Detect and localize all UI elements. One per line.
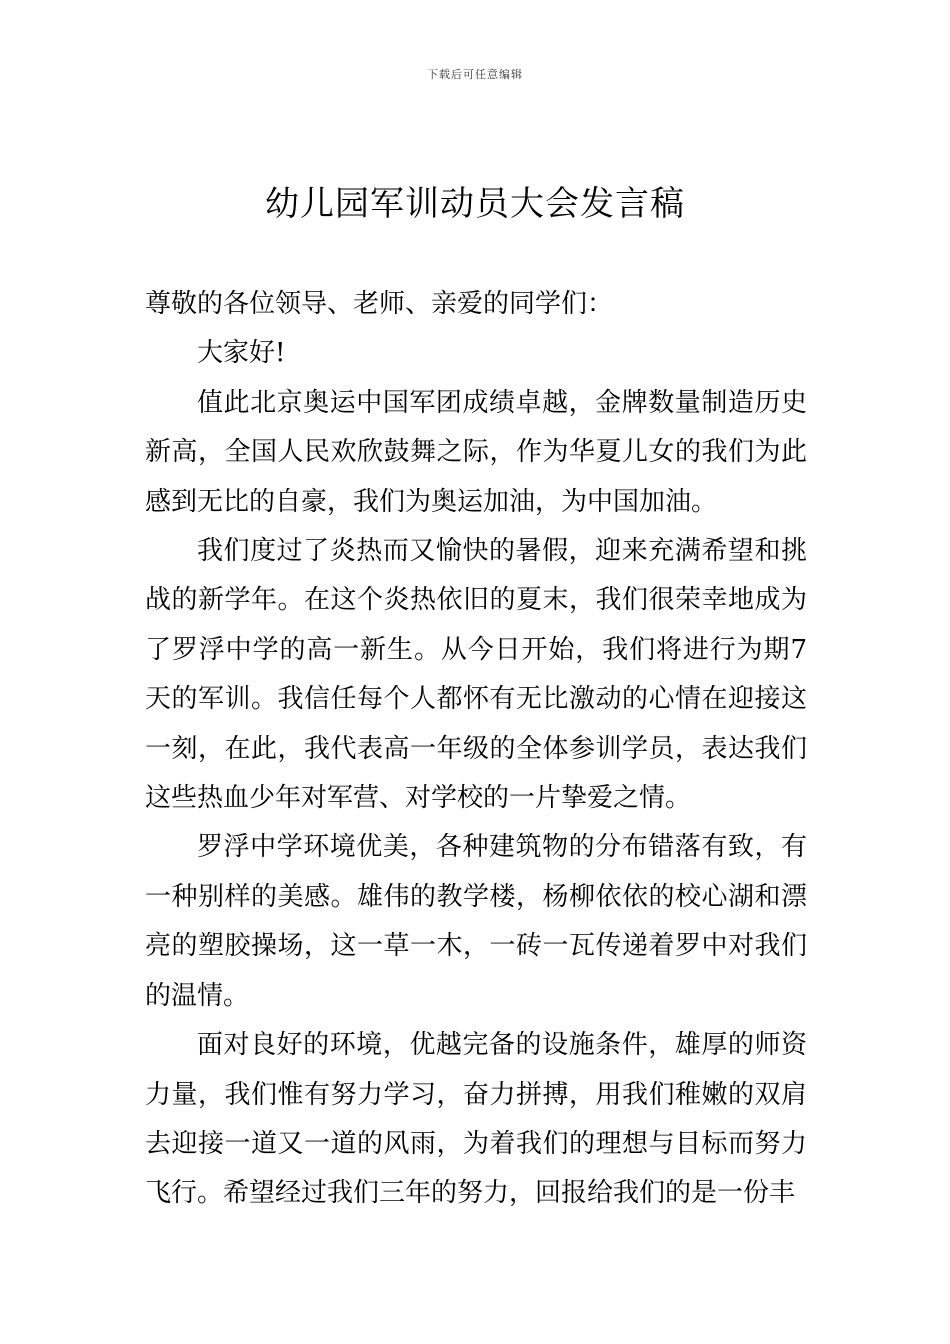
document-title: 幼儿园军训动员大会发言稿 [265, 184, 685, 224]
paragraph: 我们度过了炎热而又愉快的暑假，迎来充满希望和挑战的新学年。在这个炎热依旧的夏末，我们很荣幸地成为了罗浮中学的高一新生。从今日开始，我们将进行为期7天的军训。我信任每个人都怀有无比激动的心情在迎接这一刻，在此，我代表高一年级的全体参训学员，表达我们这些热血少年对军营、对学校的一片挚爱之情。 [145, 536, 807, 814]
salutation: 尊敬的各位领导、老师、亲爱的同学们： [145, 289, 614, 319]
header-note: 下载后可任意编辑 [427, 68, 523, 81]
paragraph: 面对良好的环境，优越完备的设施条件，雄厚的师资力量，我们惟有努力学习，奋力拼搏，用我们稚嫩的双肩去迎接一道又一道的风雨，为着我们的理想与目标而努力飞行。希望经过我们三年的努力，回报给我们的是一份丰 [145, 1030, 807, 1209]
paragraph: 值此北京奥运中国军团成绩卓越，金牌数量制造历史新高，全国人民欢欣鼓舞之际，作为华夏儿女的我们为此感到无比的自豪，我们为奥运加油，为中国加油。 [145, 387, 807, 517]
greeting: 大家好! [197, 338, 286, 369]
document-body [145, 280, 807, 1219]
paragraph: 罗浮中学环境优美，各种建筑物的分布错落有致，有一种别样的美感。雄伟的教学楼，杨柳依依的校心湖和漂亮的塑胶操场，这一草一木，一砖一瓦传递着罗中对我们的温情。 [145, 832, 807, 1011]
